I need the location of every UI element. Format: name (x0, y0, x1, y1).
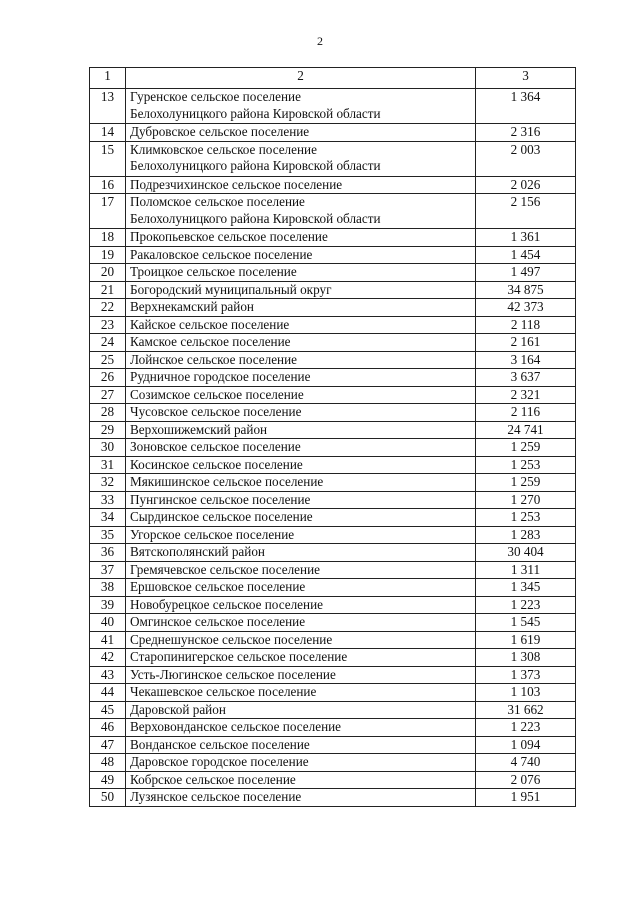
row-name-cell: Зоновское сельское поселение (126, 439, 476, 457)
table-row (90, 509, 576, 527)
table-row (90, 614, 576, 632)
row-name-cell: Троицкое сельское поселение (126, 264, 476, 282)
row-name-cell: Пунгинское сельское поселение (126, 491, 476, 509)
row-name-cell: Лузянское сельское поселение (126, 789, 476, 807)
row-name-cell: Старопинигерское сельское поселение (126, 649, 476, 667)
row-value-cell: 1 619 (476, 631, 576, 649)
row-value-cell: 1 283 (476, 526, 576, 544)
table-row (90, 456, 576, 474)
row-name-cell: Кобрское сельское поселение (126, 771, 476, 789)
row-name-cell: Прокопьевское сельское поселение (126, 229, 476, 247)
row-number-cell: 17 (90, 194, 126, 229)
row-number-cell: 13 (90, 89, 126, 124)
row-name-cell: Верхнекамский район (126, 299, 476, 317)
row-value-cell: 1 951 (476, 789, 576, 807)
row-value-cell: 34 875 (476, 281, 576, 299)
row-value-cell: 1 094 (476, 736, 576, 754)
row-number-cell: 42 (90, 649, 126, 667)
row-value-cell: 1 545 (476, 614, 576, 632)
row-name-cell: Чекашевское сельское поселение (126, 684, 476, 702)
column-header-value: 3 (476, 68, 576, 89)
row-value-cell: 1 259 (476, 474, 576, 492)
row-value-cell: 2 076 (476, 771, 576, 789)
row-name-cell: Усть-Люгинское сельское поселение (126, 666, 476, 684)
row-value-cell: 1 454 (476, 246, 576, 264)
table-row (90, 649, 576, 667)
row-name-cell: Рудничное городское поселение (126, 369, 476, 387)
row-value-cell: 1 497 (476, 264, 576, 282)
row-value-cell: 1 311 (476, 561, 576, 579)
row-number-cell: 29 (90, 421, 126, 439)
row-name-cell: Гремячевское сельское поселение (126, 561, 476, 579)
row-value-cell: 2 116 (476, 404, 576, 422)
table-row (90, 369, 576, 387)
row-number-cell: 22 (90, 299, 126, 317)
row-value-cell: 24 741 (476, 421, 576, 439)
row-value-cell: 1 259 (476, 439, 576, 457)
row-value-cell: 1 223 (476, 596, 576, 614)
row-name-cell: Созимское сельское поселение (126, 386, 476, 404)
row-number-cell: 44 (90, 684, 126, 702)
row-value-cell: 2 156 (476, 194, 576, 229)
row-number-cell: 14 (90, 124, 126, 142)
row-value-cell: 1 253 (476, 456, 576, 474)
row-value-cell: 1 345 (476, 579, 576, 597)
row-number-cell: 48 (90, 754, 126, 772)
page-number: 2 (317, 34, 323, 48)
row-value-cell: 42 373 (476, 299, 576, 317)
table-row (90, 246, 576, 264)
table-row (90, 666, 576, 684)
row-number-cell: 34 (90, 509, 126, 527)
row-name-cell: Богородский муниципальный округ (126, 281, 476, 299)
row-number-cell: 16 (90, 176, 126, 194)
row-number-cell: 31 (90, 456, 126, 474)
row-name-cell: Угорское сельское поселение (126, 526, 476, 544)
row-value-cell: 3 637 (476, 369, 576, 387)
row-value-cell: 3 164 (476, 351, 576, 369)
table-row (90, 596, 576, 614)
row-value-cell: 1 308 (476, 649, 576, 667)
row-name-cell: Дубровское сельское поселение (126, 124, 476, 142)
row-name-cell: Лойнское сельское поселение (126, 351, 476, 369)
row-name-cell: Верхошижемский район (126, 421, 476, 439)
row-number-cell: 43 (90, 666, 126, 684)
table-row (90, 404, 576, 422)
row-value-cell: 2 026 (476, 176, 576, 194)
table-row (90, 579, 576, 597)
table-row (90, 316, 576, 334)
row-number-cell: 50 (90, 789, 126, 807)
row-name-cell: Кайское сельское поселение (126, 316, 476, 334)
row-name-cell: Подрезчихинское сельское поселение (126, 176, 476, 194)
row-value-cell: 2 316 (476, 124, 576, 142)
row-number-cell: 21 (90, 281, 126, 299)
row-name-cell: Ершовское сельское поселение (126, 579, 476, 597)
row-number-cell: 46 (90, 719, 126, 737)
row-name-cell: Вонданское сельское поселение (126, 736, 476, 754)
row-number-cell: 26 (90, 369, 126, 387)
table-row (90, 736, 576, 754)
table-header-row (90, 68, 576, 89)
row-name-cell: Камское сельское поселение (126, 334, 476, 352)
table-row (90, 334, 576, 352)
table-row (90, 264, 576, 282)
table-row (90, 684, 576, 702)
row-value-cell: 31 662 (476, 701, 576, 719)
row-number-cell: 28 (90, 404, 126, 422)
row-name-cell: Мякишинское сельское поселение (126, 474, 476, 492)
table-row (90, 631, 576, 649)
row-number-cell: 40 (90, 614, 126, 632)
table-row (90, 561, 576, 579)
row-number-cell: 33 (90, 491, 126, 509)
row-name-cell: Сырдинское сельское поселение (126, 509, 476, 527)
table-row (90, 141, 576, 176)
row-name-cell: Даровское городское поселение (126, 754, 476, 772)
row-number-cell: 25 (90, 351, 126, 369)
row-name-cell: Косинское сельское поселение (126, 456, 476, 474)
row-value-cell: 4 740 (476, 754, 576, 772)
table-row (90, 439, 576, 457)
row-name-cell: Чусовское сельское поселение (126, 404, 476, 422)
table-row (90, 544, 576, 562)
row-number-cell: 49 (90, 771, 126, 789)
row-number-cell: 18 (90, 229, 126, 247)
row-number-cell: 23 (90, 316, 126, 334)
row-value-cell: 2 118 (476, 316, 576, 334)
row-name-cell: Новобурецкое сельское поселение (126, 596, 476, 614)
row-value-cell: 2 003 (476, 141, 576, 176)
column-header-number: 1 (90, 68, 126, 89)
table-row (90, 281, 576, 299)
table-row (90, 719, 576, 737)
table-row (90, 351, 576, 369)
row-value-cell: 2 161 (476, 334, 576, 352)
row-value-cell: 1 361 (476, 229, 576, 247)
table-body (90, 89, 576, 807)
row-value-cell: 1 103 (476, 684, 576, 702)
row-number-cell: 30 (90, 439, 126, 457)
row-number-cell: 36 (90, 544, 126, 562)
table-row (90, 299, 576, 317)
row-number-cell: 38 (90, 579, 126, 597)
row-value-cell: 30 404 (476, 544, 576, 562)
row-number-cell: 24 (90, 334, 126, 352)
table-row (90, 229, 576, 247)
row-number-cell: 15 (90, 141, 126, 176)
row-name-cell: Омгинское сельское поселение (126, 614, 476, 632)
row-number-cell: 47 (90, 736, 126, 754)
row-name-cell: Климковское сельское поселение Белохолуницкого района Кировской области (126, 141, 476, 176)
row-name-cell: Гуренское сельское поселение Белохолуницкого района Кировской области (126, 89, 476, 124)
table-row (90, 194, 576, 229)
row-name-cell: Ракаловское сельское поселение (126, 246, 476, 264)
table-row (90, 526, 576, 544)
row-value-cell: 2 321 (476, 386, 576, 404)
row-number-cell: 45 (90, 701, 126, 719)
row-name-cell: Даровской район (126, 701, 476, 719)
table-row (90, 701, 576, 719)
row-value-cell: 1 253 (476, 509, 576, 527)
row-name-cell: Верховонданское сельское поселение (126, 719, 476, 737)
row-value-cell: 1 373 (476, 666, 576, 684)
table-row (90, 386, 576, 404)
row-name-cell: Поломское сельское поселение Белохолуницкого района Кировской области (126, 194, 476, 229)
row-number-cell: 39 (90, 596, 126, 614)
table-row (90, 491, 576, 509)
row-number-cell: 19 (90, 246, 126, 264)
table-row (90, 89, 576, 124)
table-row (90, 789, 576, 807)
row-value-cell: 1 223 (476, 719, 576, 737)
table-row (90, 124, 576, 142)
table-row (90, 474, 576, 492)
table-row (90, 754, 576, 772)
table-row (90, 176, 576, 194)
table-row (90, 771, 576, 789)
row-value-cell: 1 270 (476, 491, 576, 509)
row-number-cell: 20 (90, 264, 126, 282)
data-table (89, 67, 576, 807)
row-value-cell: 1 364 (476, 89, 576, 124)
column-header-name: 2 (126, 68, 476, 89)
row-number-cell: 32 (90, 474, 126, 492)
row-name-cell: Вятскополянский район (126, 544, 476, 562)
row-name-cell: Среднешунское сельское поселение (126, 631, 476, 649)
row-number-cell: 37 (90, 561, 126, 579)
row-number-cell: 27 (90, 386, 126, 404)
table-row (90, 421, 576, 439)
row-number-cell: 41 (90, 631, 126, 649)
row-number-cell: 35 (90, 526, 126, 544)
